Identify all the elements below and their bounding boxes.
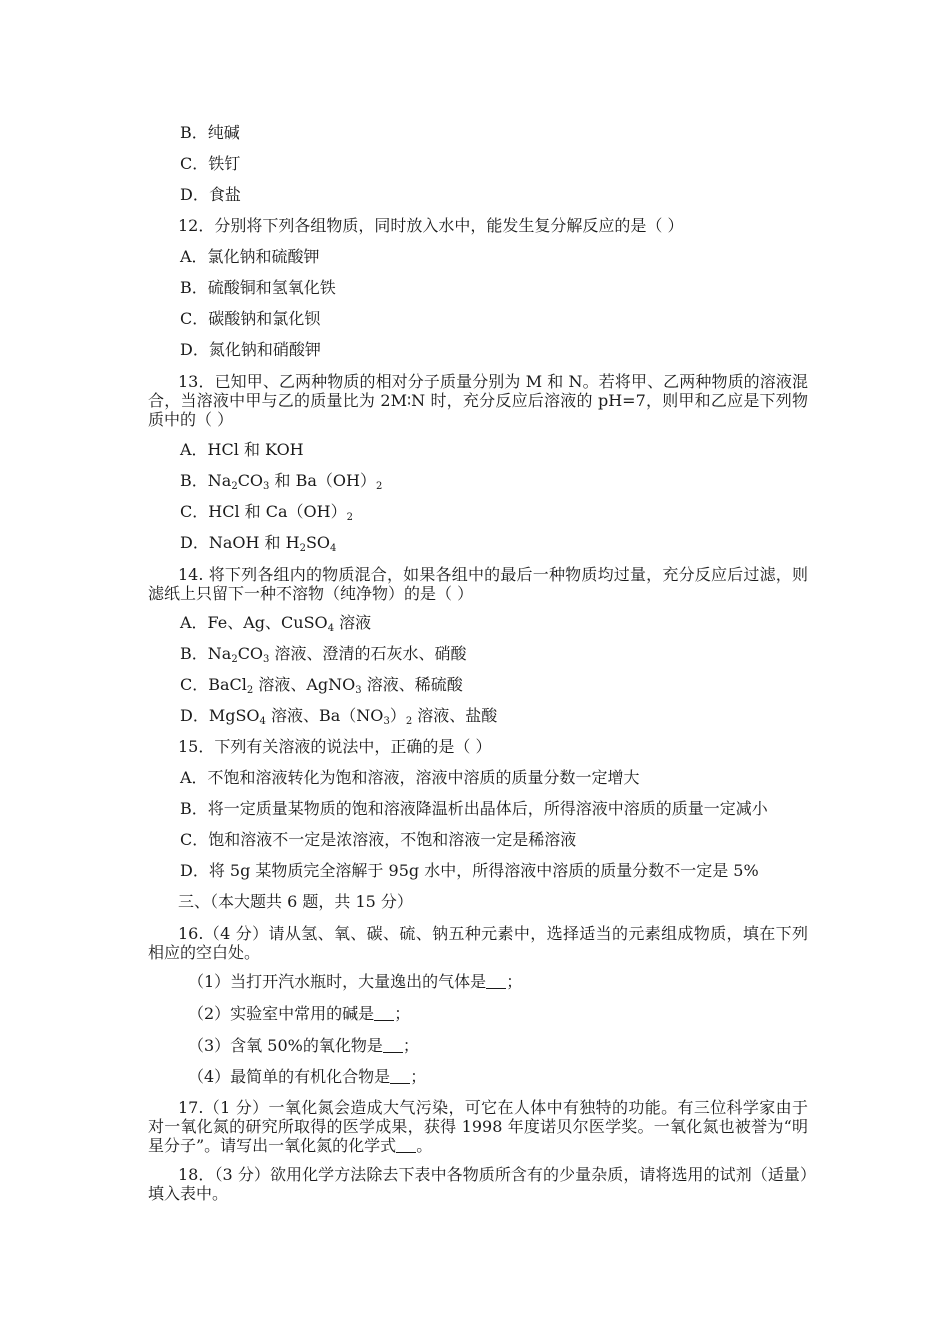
q14-option-c: C．BaCl$_2$ 溶液、AgNO$_3$ 溶液、稀硫酸 [180,675,463,696]
q18-stem: 18．（3 分）欲用化学方法除去下表中各物质所含有的少量杂质，请将选用的试剂（适量）填入表中。 [148,1165,808,1203]
q13-option-c: C．HCl 和 $Ca(OH)_2$ [180,502,353,523]
answer-blank[interactable] [390,1069,410,1084]
q15-option-a: A．不饱和溶液转化为饱和溶液，溶液中溶质的质量分数一定增大 [180,768,640,787]
q13-option-b: B．$Na_2CO_3$ 和 $Ba(OH)_2$ [180,471,383,492]
answer-blank[interactable] [486,974,506,989]
q12-option-b: B．硫酸铜和氢氧化铁 [180,278,336,297]
q15-option-c: C．饱和溶液不一定是浓溶液，不饱和溶液一定是稀溶液 [180,830,577,849]
q12-option-a: A．氯化钠和硫酸钾 [180,247,320,266]
answer-blank[interactable] [374,1006,394,1021]
q15-stem: 15．下列有关溶液的说法中，正确的是（ ） [178,737,492,756]
q16-sub-2: （2）实验室中常用的碱是 ； [188,1004,411,1023]
q12-option-d: D．氮化钠和硝酸钾 [180,340,321,359]
q14-stem: 14. 将下列各组内的物质混合，如果各组中的最后一种物质均过量，充分反应后过滤，则滤纸上只留下一种不溶物（纯净物）的是（ ） [148,565,808,603]
section-3-heading: 三、（本大题共 6 题，共 15 分） [178,892,413,911]
q11-option-c: C．铁钉 [180,154,241,173]
q12-option-c: C．碳酸钠和氯化钡 [180,309,321,328]
q16-sub-4: （4）最简单的有机化合物是 ； [188,1067,427,1086]
answer-blank[interactable] [383,1038,403,1053]
q13-option-a: A．HCl 和 KOH [180,440,304,459]
q17-stem: 17.（1 分）一氧化氮会造成大气污染，可它在人体中有独特的功能。有三位科学家由于对一氧化氮的研究所取得的医学成果，获得 1998 年度诺贝尔医学奖。一氧化氮也被誉为“明星分子”。请写出一氧化氮的化学式 。 [148,1098,808,1155]
q11-option-d: D．食盐 [180,185,241,204]
q11-option-b: B．纯碱 [180,123,240,142]
q13-stem: 13．已知甲、乙两种物质的相对分子质量分别为 M 和 N。若将甲、乙两种物质的溶液混合，当溶液中甲与乙的质量比为 2M∶N 时，充分反应后溶液的 pH=7，则甲和乙应是下列物质中的（ ） [148,372,808,429]
q15-option-b: B．将一定质量某物质的饱和溶液降温析出晶体后，所得溶液中溶质的质量一定减小 [180,799,768,818]
q12-stem: 12．分别将下列各组物质，同时放入水中，能发生复分解反应的是（ ） [178,216,684,235]
q14-option-d: D．MgSO$_4$ 溶液、$Ba(NO_3)_2$ 溶液、盐酸 [180,706,498,727]
answer-blank[interactable] [396,1138,416,1153]
q13-option-d: D．NaOH 和 $H_2SO_4$ [180,533,337,554]
q14-option-a: A．Fe、Ag、CuSO$_4$ 溶液 [180,613,372,634]
q14-option-b: B．$Na_2CO_3$ 溶液、澄清的石灰水、硝酸 [180,644,467,665]
q16-stem: 16.（4 分）请从氢、氧、碳、硫、钠五种元素中，选择适当的元素组成物质，填在下列相应的空白处。 [148,924,808,962]
q16-sub-1: （1）当打开汽水瓶时，大量逸出的气体是 ； [188,972,523,991]
q16-sub-3: （3）含氧 50%的氧化物是 ； [188,1036,419,1055]
q15-option-d: D．将 5g 某物质完全溶解于 95g 水中，所得溶液中溶质的质量分数不一定是 5% [180,861,759,880]
